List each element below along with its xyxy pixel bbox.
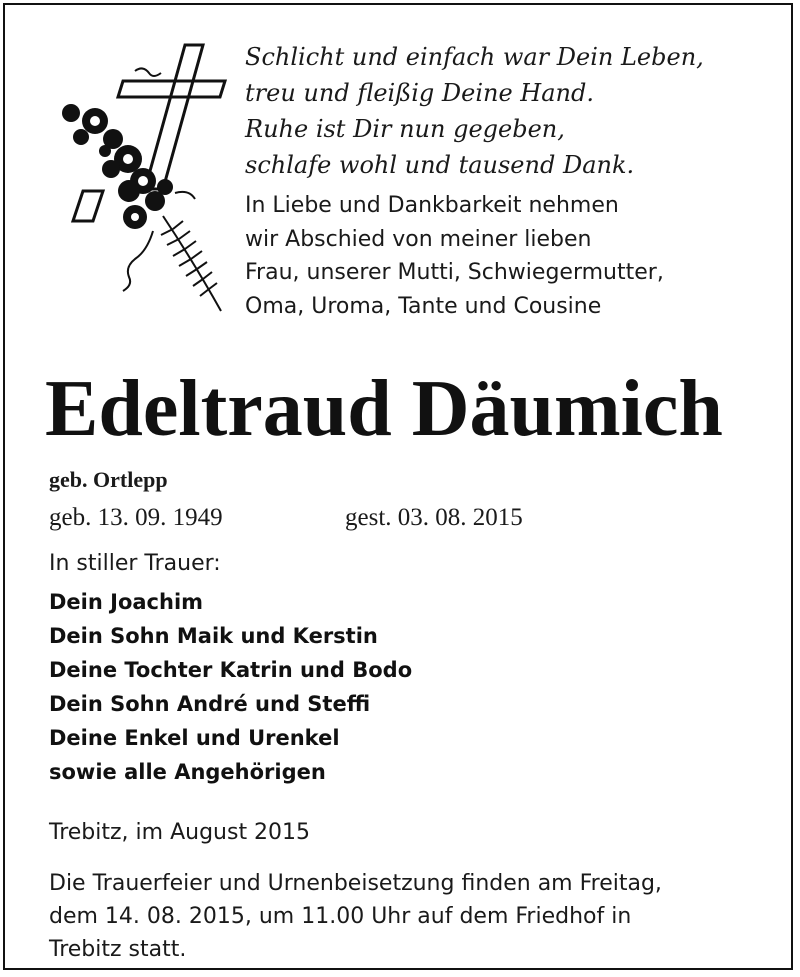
mourner-name: Dein Sohn Maik und Kerstin xyxy=(49,624,378,648)
mourners-list xyxy=(49,585,412,789)
intro-line: In Liebe und Dankbarkeit nehmen xyxy=(245,193,619,218)
mourners-intro: In stiller Trauer: xyxy=(49,551,221,576)
intro-line: Oma, Uroma, Tante und Cousine xyxy=(245,293,602,319)
intro-line: wir Abschied von meiner lieben xyxy=(245,226,592,252)
mourner-name: sowie alle Angehörigen xyxy=(49,760,326,784)
birth-date: geb. 13. 09. 1949 xyxy=(49,504,223,531)
poem-line: Schlicht und einfach war Dein Leben, xyxy=(245,43,704,71)
deceased-name: Edeltraud Däumich xyxy=(45,365,723,453)
mourner-name: Dein Joachim xyxy=(49,590,204,614)
poem-verse xyxy=(245,39,775,183)
poem-line: Ruhe ist Dir nun gegeben, xyxy=(245,115,565,143)
mourner-name: Deine Enkel und Urenkel xyxy=(49,726,340,750)
mourner-name: Dein Sohn André und Steffi xyxy=(49,692,371,716)
ceremony-line: Die Trauerfeier und Urnenbeisetzung finden am Freitag, xyxy=(49,871,662,896)
cross-with-roses-icon xyxy=(43,41,243,319)
maiden-name: geb. Ortlepp xyxy=(49,467,168,492)
place-and-date: Trebitz, im August 2015 xyxy=(49,820,311,845)
death-date: gest. 03. 08. 2015 xyxy=(345,504,523,531)
poem-line: treu und fleißig Deine Hand. xyxy=(245,79,594,107)
intro-line: Frau, unserer Mutti, Schwiegermutter, xyxy=(245,260,664,285)
mourner-name: Deine Tochter Katrin und Bodo xyxy=(49,658,413,682)
ceremony-info xyxy=(49,867,769,966)
farewell-intro xyxy=(245,189,785,323)
obituary-notice xyxy=(3,3,793,970)
ceremony-line: Trebitz statt. xyxy=(49,937,187,962)
poem-line: schlafe wohl und tausend Dank. xyxy=(245,151,635,179)
ceremony-line: dem 14. 08. 2015, um 11.00 Uhr auf dem Friedhof in xyxy=(49,904,632,929)
